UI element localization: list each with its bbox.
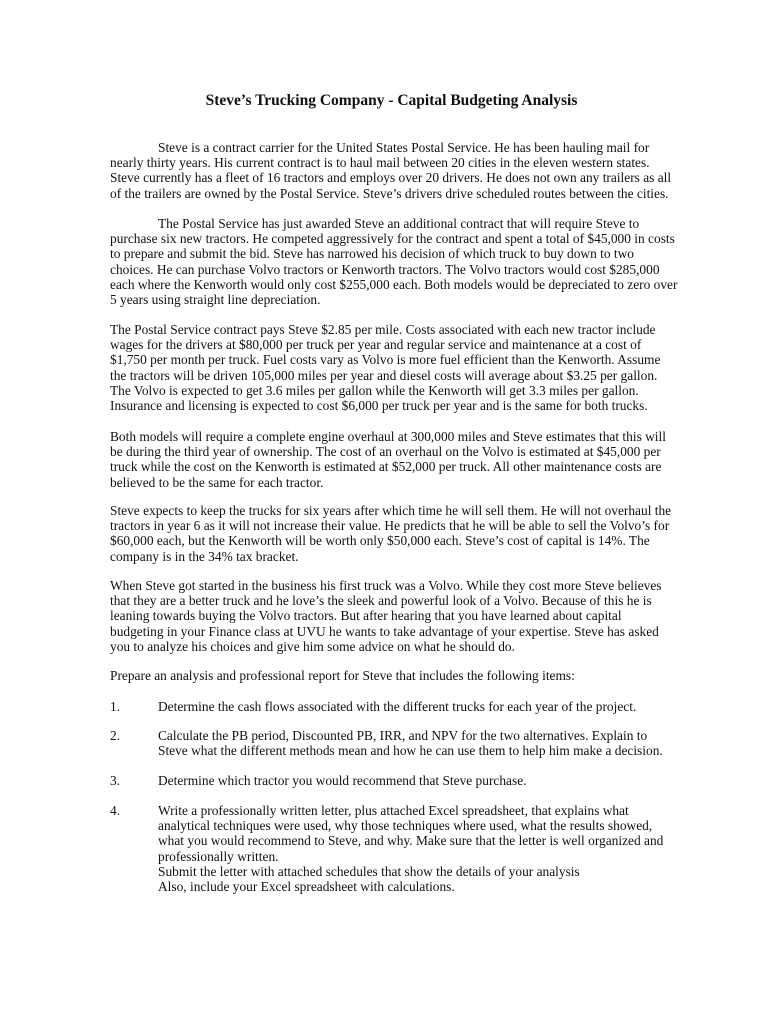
list-item-line: Calculate the PB period, Discounted PB, IRR, and NPV for the two alternatives. Explain to Steve what the different methods mean and how he can use them to help him make a decision. <box>158 728 663 759</box>
list-item-text <box>158 728 678 758</box>
list-item-line: Also, include your Excel spreadsheet with calculations. <box>158 879 455 895</box>
list-item-line: Submit the letter with attached schedules that show the details of your analysis <box>158 863 580 879</box>
list-item-text <box>158 803 678 894</box>
paragraph-contract: The Postal Service has just awarded Steve an additional contract that will require Steve to purchase six new tractors. He competed aggressively for the contract and spent a total of $45,000 in costs to prepare and submit the bid. Steve has narrowed his decision of which truck to buy down to two choices. He can purchase Volvo tractors or Kenworth tractors. The Volvo tractors would cost $285,000 each where the Kenworth would only cost $255,000 each. Both models would be depreciated to zero over 5 years using straight line depreciation. <box>110 216 678 308</box>
list-item-text <box>158 773 678 788</box>
list-item-number: 2. <box>110 728 121 743</box>
list-item-text <box>158 699 678 714</box>
paragraph-instructions: Prepare an analysis and professional report for Steve that includes the following items: <box>110 668 575 683</box>
list-item-number: 1. <box>110 699 121 714</box>
paragraph-costs: The Postal Service contract pays Steve $2.85 per mile. Costs associated with each new tractor include wages for the drivers at $80,000 per truck per year and regular service and maintenance at a cost of $1,750 per month per truck. Fuel costs vary as Volvo is more fuel efficient than the Kenworth. Assume the tractors will be driven 105,000 miles per year and diesel costs will average about $3.25 per gallon. The Volvo is expected to get 3.6 miles per gallon while the Kenworth will get 3.3 miles per gallon. Insurance and licensing is expected to cost $6,000 per truck per year and is the same for both trucks. <box>110 322 661 414</box>
list-item-line: Write a professionally written letter, plus attached Excel spreadsheet, that explains what analytical techniques were used, why those techniques where used, what the results showed, what you would recommend to Steve, and why. Make sure that the letter is well organized and professionally written. <box>158 803 664 864</box>
paragraph-intro: Steve is a contract carrier for the United States Postal Service. He has been hauling mail for nearly thirty years. His current contract is to haul mail between 20 cities in the eleven western states. Steve currently has a fleet of 16 tractors and employs over 20 drivers. He does not own any trailers as all of the trailers are owned by the Postal Service. Steve’s drivers drive scheduled routes between the cities. <box>110 140 672 201</box>
paragraph-background: When Steve got started in the business his first truck was a Volvo. While they cost more Steve believes that they are a better truck and he love’s the sleek and powerful look of a Volvo. Because of this he is leaning towards buying the Volvo tractors. But after hearing that you have learned about capital budgeting in your Finance class at UVU he wants to take advantage of your expertise. Steve has asked you to analyze his choices and give him some advice on what he should do. <box>110 578 662 654</box>
list-item-number: 3. <box>110 773 121 788</box>
list-item-line: Determine which tractor you would recommend that Steve purchase. <box>158 773 527 788</box>
paragraph-overhaul: Both models will require a complete engine overhaul at 300,000 miles and Steve estimates that this will be during the third year of ownership. The cost of an overhaul on the Volvo is estimated at $45,000 per truck while the cost on the Kenworth is estimated at $52,000 per truck. All other maintenance costs are believed to be the same for each tractor. <box>110 429 666 490</box>
document-title: Steve’s Trucking Company - Capital Budgeting Analysis <box>205 92 578 109</box>
paragraph-salvage: Steve expects to keep the trucks for six years after which time he will sell them. He will not overhaul the tractors in year 6 as it will not increase their value. He predicts that he will be able to sell the Volvo’s for $60,000 each, but the Kenworth will be worth only $50,000 each. Steve’s cost of capital is 14%. The company is in the 34% tax bracket. <box>110 503 672 564</box>
list-item-number: 4. <box>110 803 121 818</box>
list-item-line: Determine the cash flows associated with the different trucks for each year of the project. <box>158 699 637 714</box>
